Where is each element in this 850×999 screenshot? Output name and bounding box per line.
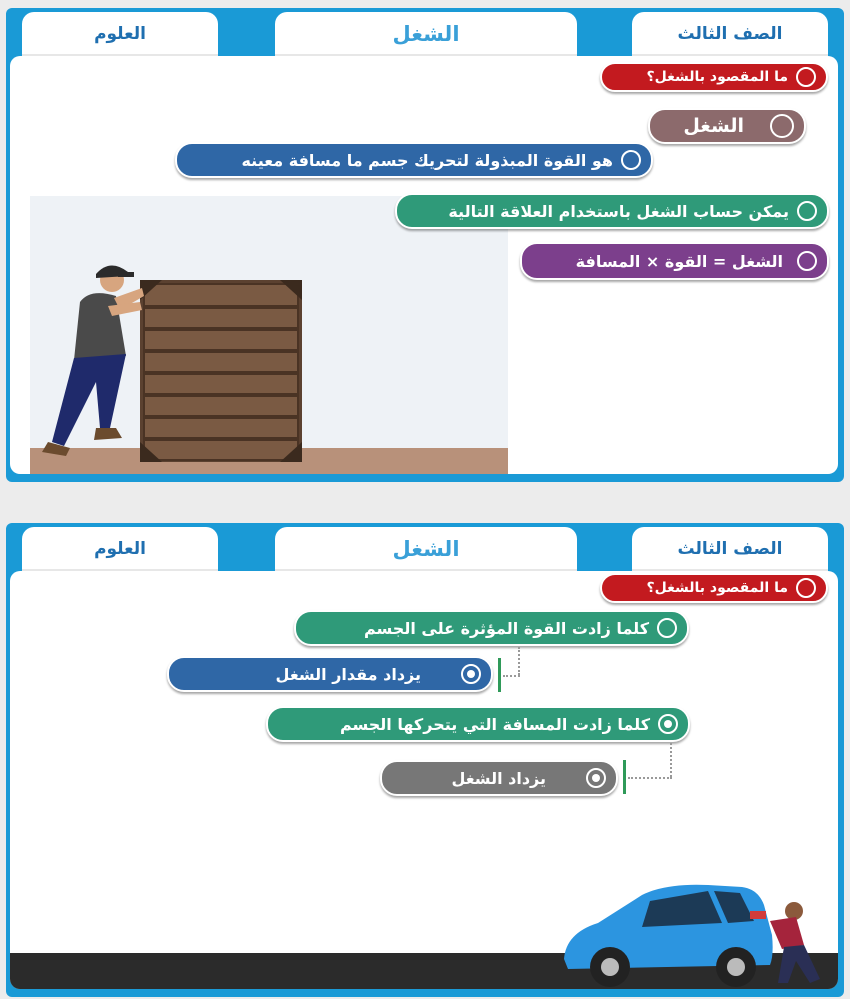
- formula-text: الشغل = القوة × المسافة: [575, 251, 783, 271]
- tab-topic[interactable]: الشغل: [275, 12, 577, 56]
- radio-icon: [797, 201, 817, 221]
- condition-distance-text: كلما زادت المسافة التي يتحركها الجسم: [339, 714, 650, 734]
- condition-distance-pill[interactable]: [266, 706, 690, 742]
- tab-grade[interactable]: الصف الثالث: [632, 12, 828, 56]
- condition-force-pill[interactable]: [294, 610, 689, 646]
- relation-pill[interactable]: [395, 193, 829, 229]
- man-pushing-car-illustration: [558, 875, 838, 989]
- connector-bar: [498, 658, 501, 692]
- term-text: الشغل: [683, 115, 744, 137]
- slide-1: [0, 0, 850, 484]
- radio-icon: [586, 768, 606, 788]
- connector-bar: [623, 760, 626, 794]
- tab-subject[interactable]: العلوم: [22, 527, 218, 571]
- connector-line: [518, 647, 520, 675]
- tab-grade[interactable]: الصف الثالث: [632, 527, 828, 571]
- connector-line: [503, 675, 520, 677]
- result-work-text: يزداد الشغل: [451, 768, 546, 788]
- definition-text: هو القوة المبذولة لتحريك جسم ما مسافة معينه: [241, 150, 613, 170]
- definition-pill[interactable]: [175, 142, 653, 178]
- man-pushing-crate-illustration: [30, 196, 508, 474]
- result-work-amount-pill[interactable]: [167, 656, 493, 692]
- radio-icon: [770, 114, 794, 138]
- connector-line: [670, 743, 672, 777]
- question-text: ما المقصود بالشغل؟: [646, 580, 788, 596]
- radio-icon: [796, 67, 816, 87]
- radio-icon: [621, 150, 641, 170]
- radio-icon: [797, 251, 817, 271]
- result-work-amount-text: يزداد مقدار الشغل: [275, 664, 421, 684]
- radio-icon: [461, 664, 481, 684]
- tab-topic[interactable]: الشغل: [275, 527, 577, 571]
- radio-icon: [658, 714, 678, 734]
- result-work-pill[interactable]: [380, 760, 618, 796]
- tab-subject[interactable]: العلوم: [22, 12, 218, 56]
- radio-icon: [657, 618, 677, 638]
- term-pill[interactable]: [648, 108, 806, 144]
- relation-text: يمكن حساب الشغل باستخدام العلاقة التالية: [448, 201, 789, 221]
- question-pill[interactable]: [600, 573, 828, 603]
- formula-pill[interactable]: [520, 242, 829, 280]
- slide-2: [0, 515, 850, 999]
- connector-line: [628, 777, 672, 779]
- question-text: ما المقصود بالشغل؟: [646, 69, 788, 85]
- condition-force-text: كلما زادت القوة المؤثرة على الجسم: [363, 618, 649, 638]
- question-pill[interactable]: [600, 62, 828, 92]
- radio-icon: [796, 578, 816, 598]
